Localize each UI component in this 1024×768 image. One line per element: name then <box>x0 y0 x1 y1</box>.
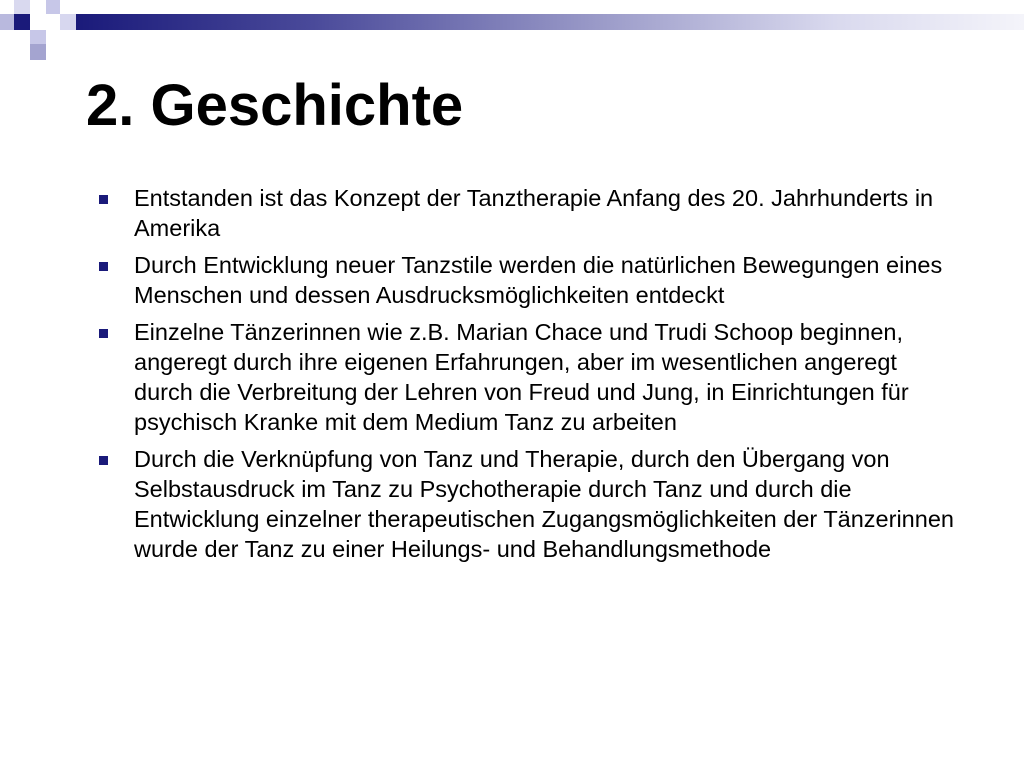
bullet-list <box>96 183 956 571</box>
decor-square <box>30 30 46 44</box>
decor-square <box>14 0 30 14</box>
decor-square <box>46 0 60 14</box>
bullet-item <box>96 250 956 310</box>
decor-square <box>46 14 60 30</box>
decor-square <box>0 14 14 30</box>
bullet-text: Durch Entwicklung neuer Tanzstile werden die natürlichen Bewegungen eines Menschen und dessen Ausdrucksmöglichkeiten entdeckt <box>134 252 943 308</box>
decor-square <box>14 14 30 30</box>
decor-square <box>0 0 14 14</box>
decor-square <box>30 44 46 60</box>
bullet-text: Entstanden ist das Konzept der Tanztherapie Anfang des 20. Jahrhunderts in Amerika <box>134 185 934 241</box>
bullet-text: Durch die Verknüpfung von Tanz und Therapie, durch den Übergang von Selbstausdruck im Tanz zu Psychotherapie durch Tanz und durch die Entwicklung einzelner therapeutischen Zugangsmöglichkeiten der Tänzerinnen wurde der Tanz zu einer Heilungs- und Behandlungsmethode <box>134 446 954 562</box>
square-bullet-icon <box>99 195 108 204</box>
slide-title: 2. Geschichte <box>86 73 464 138</box>
square-bullet-icon <box>99 456 108 465</box>
square-bullet-icon <box>99 329 108 338</box>
square-bullet-icon <box>99 262 108 271</box>
decor-square <box>60 14 76 30</box>
bullet-item <box>96 317 956 437</box>
bullet-item <box>96 183 956 243</box>
bullet-text: Einzelne Tänzerinnen wie z.B. Marian Chace und Trudi Schoop beginnen, angeregt durch ihre eigenen Erfahrungen, aber im wesentlichen angeregt durch die Verbreitung der Lehren von Freud und Jung, in Einrichtungen für psychisch Kranke mit dem Medium Tanz zu arbeiten <box>134 319 909 435</box>
bullet-item <box>96 444 956 564</box>
header-gradient-bar <box>76 14 1024 30</box>
